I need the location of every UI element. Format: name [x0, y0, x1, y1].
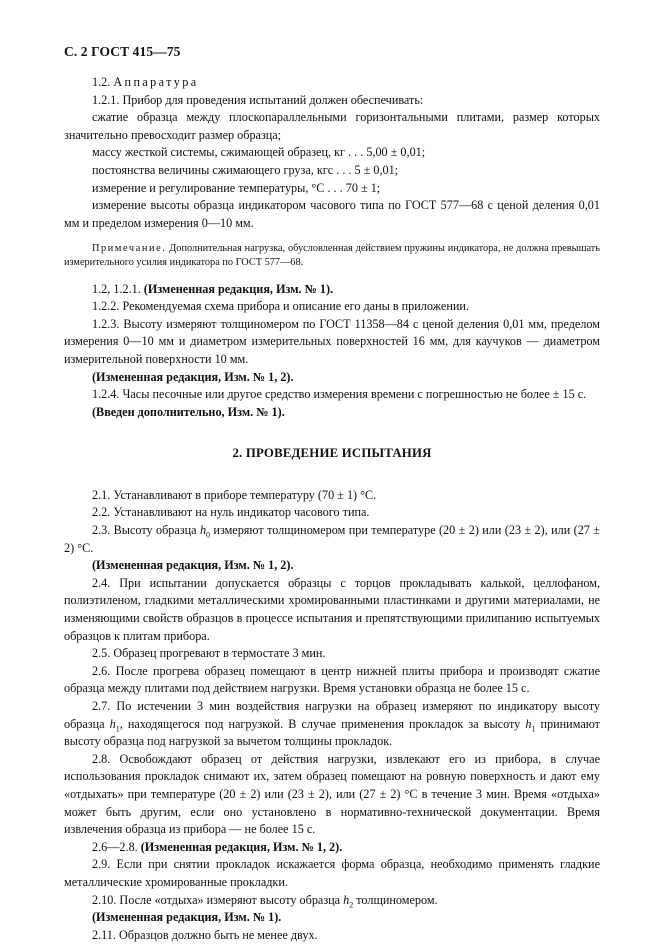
clause-2-7 — [64, 698, 600, 751]
var-h: h — [525, 716, 532, 731]
amendment-2-6-2-8 — [64, 839, 600, 857]
sub: 1 — [531, 724, 536, 734]
clause-2-3 — [64, 522, 600, 557]
note-text: Дополнительная нагрузка, обусловленная действием пружины индикатора, не должна превышать измерительного усилия индикатора по ГОСТ 577—68. — [64, 243, 600, 268]
clause-2-11: 2.11. Образцов должно быть не менее двух. — [92, 927, 318, 942]
var-h: h — [343, 892, 350, 907]
clause-2-1: 2.1. Устанавливают в приборе температуру (70 ± 1) °С. — [92, 487, 377, 502]
clause-title: Аппаратура — [113, 75, 199, 89]
var-h: h — [109, 716, 116, 731]
clause-2-10 — [64, 892, 600, 910]
sub: 1 — [115, 724, 120, 734]
clause-1-2-3: 1.2.3. Высоту измеряют толщиномером по ГОСТ 11358—84 с ценой деления 0,01 мм, пределом измерения 0—10 мм и диаметром измерительных поверхностей 16 мм, для каучуков — диаметром измерительной поверхности 10 мм. — [64, 316, 600, 366]
text: , находящегося под нагрузкой. В случае применения прокладок за высоту — [119, 716, 526, 731]
amendment-1-2-4: (Введен дополнительно, Изм. № 1). — [92, 404, 285, 419]
clause-2-4: 2.4. При испытании допускается образцы с торцов прокладывать калькой, целлофаном, полиэтиленом, гладкими металлическими хромированными пластинками и другими материалами, не изменяющими свойств образцов в процессе испытания и препятствующими прилипанию испытуемых образцов к плитам прибора. — [64, 575, 600, 643]
clause-1-2-title — [64, 74, 600, 92]
clause-2-2: 2.2. Устанавливают на нуль индикатор часового типа. — [92, 505, 370, 520]
note-label: Примечание. — [92, 243, 167, 255]
clause-number: 1.2. — [92, 75, 114, 89]
note — [64, 242, 600, 269]
clause-1-2-1-item-a: сжатие образца между плоскопараллельными горизонтальными плитами, размер которых значительно превосходит размер образца; — [64, 110, 600, 142]
amendment-ref: 1.2, 1.2.1. — [92, 281, 144, 296]
clause-2-5: 2.5. Образец прогревают в термостате 3 мин. — [92, 646, 326, 661]
clause-1-2-1-item-c: постоянства величины сжимающего груза, кгс . . . 5 ± 0,01; — [92, 162, 399, 177]
sub: 0 — [206, 530, 211, 540]
var-h: h — [199, 523, 207, 538]
text: 2.3. Высоту образца — [92, 523, 200, 538]
clause-2-6: 2.6. После прогрева образец помещают в центр нижней плиты прибора и производят сжатие образца между плитами под действием нагрузки. Время установки образца не более 15 с. — [64, 663, 600, 696]
clause-1-2-1-item-e: измерение высоты образца индикатором часового типа по ГОСТ 577—68 с ценой деления 0,01 мм и пределом измерения 0—10 мм. — [64, 198, 600, 230]
clause-2-8: 2.8. Освобождают образец от действия нагрузки, извлекают его из прибора, в случае использования прокладок снимают их, затем образец помещают на ровную поверхность и дают ему «отдыхать» при температуре (20 ± 2) или (23 ± 2), или (27 ± 2) °С в течение 3 мин. Время «отдыха» может быть другим, если оно установлено в нормативно-технической документации. Время извлечения образца из прибора — не более 15 с. — [64, 751, 600, 837]
document-body — [64, 74, 600, 944]
clause-1-2-2: 1.2.2. Рекомендуемая схема прибора и описание его даны в приложении. — [92, 299, 469, 314]
amendment-2-10: (Измененная редакция, Изм. № 1). — [92, 910, 282, 925]
text: толщиномером. — [353, 892, 438, 907]
page-header: С. 2 ГОСТ 415—75 — [64, 44, 181, 59]
amendment-2-3: (Измененная редакция, Изм. № 1, 2). — [92, 558, 294, 573]
clause-1-2-1-item-b: массу жесткой системы, сжимающей образец, кг . . . 5,00 ± 0,01; — [92, 145, 426, 160]
text: измеряют толщиномером при температуре (20 ± 2) или (23 ± 2), или (27 ± 2) °С. — [64, 523, 600, 555]
section-2-title: 2. ПРОВЕДЕНИЕ ИСПЫТАНИЯ — [232, 446, 432, 461]
text: принимают высоту образца под нагрузкой за вычетом толщины прокладок. — [64, 716, 601, 749]
amendment-text: (Измененная редакция, Изм. № 1, 2). — [140, 839, 343, 854]
amendment-text: (Измененная редакция, Изм. № 1). — [143, 281, 334, 296]
clause-1-2-1-item-d: измерение и регулирование температуры, °С . . . 70 ± 1; — [92, 180, 381, 195]
text: 2.10. После «отдыха» измеряют высоту образца — [92, 892, 344, 907]
clause-2-9: 2.9. Если при снятии прокладок искажается форма образца, необходимо применять гладкие металлические хромированные прокладки. — [64, 857, 600, 889]
amendment-ref: 2.6—2.8. — [92, 839, 141, 854]
text: 2.7. По истечении 3 мин воздействия нагрузки на образец измеряют по индикатору высоту образца — [64, 699, 600, 731]
clause-1-2-4: 1.2.4. Часы песочные или другое средство измерения времени с погрешностью не более ± 15 с. — [92, 387, 587, 402]
clause-1-2-1: 1.2.1. Прибор для проведения испытаний должен обеспечивать: — [92, 92, 424, 107]
amendment-1-2-3: (Измененная редакция, Изм. № 1, 2). — [92, 369, 294, 384]
sub: 2 — [349, 899, 354, 909]
amendment-1-2 — [64, 281, 600, 299]
